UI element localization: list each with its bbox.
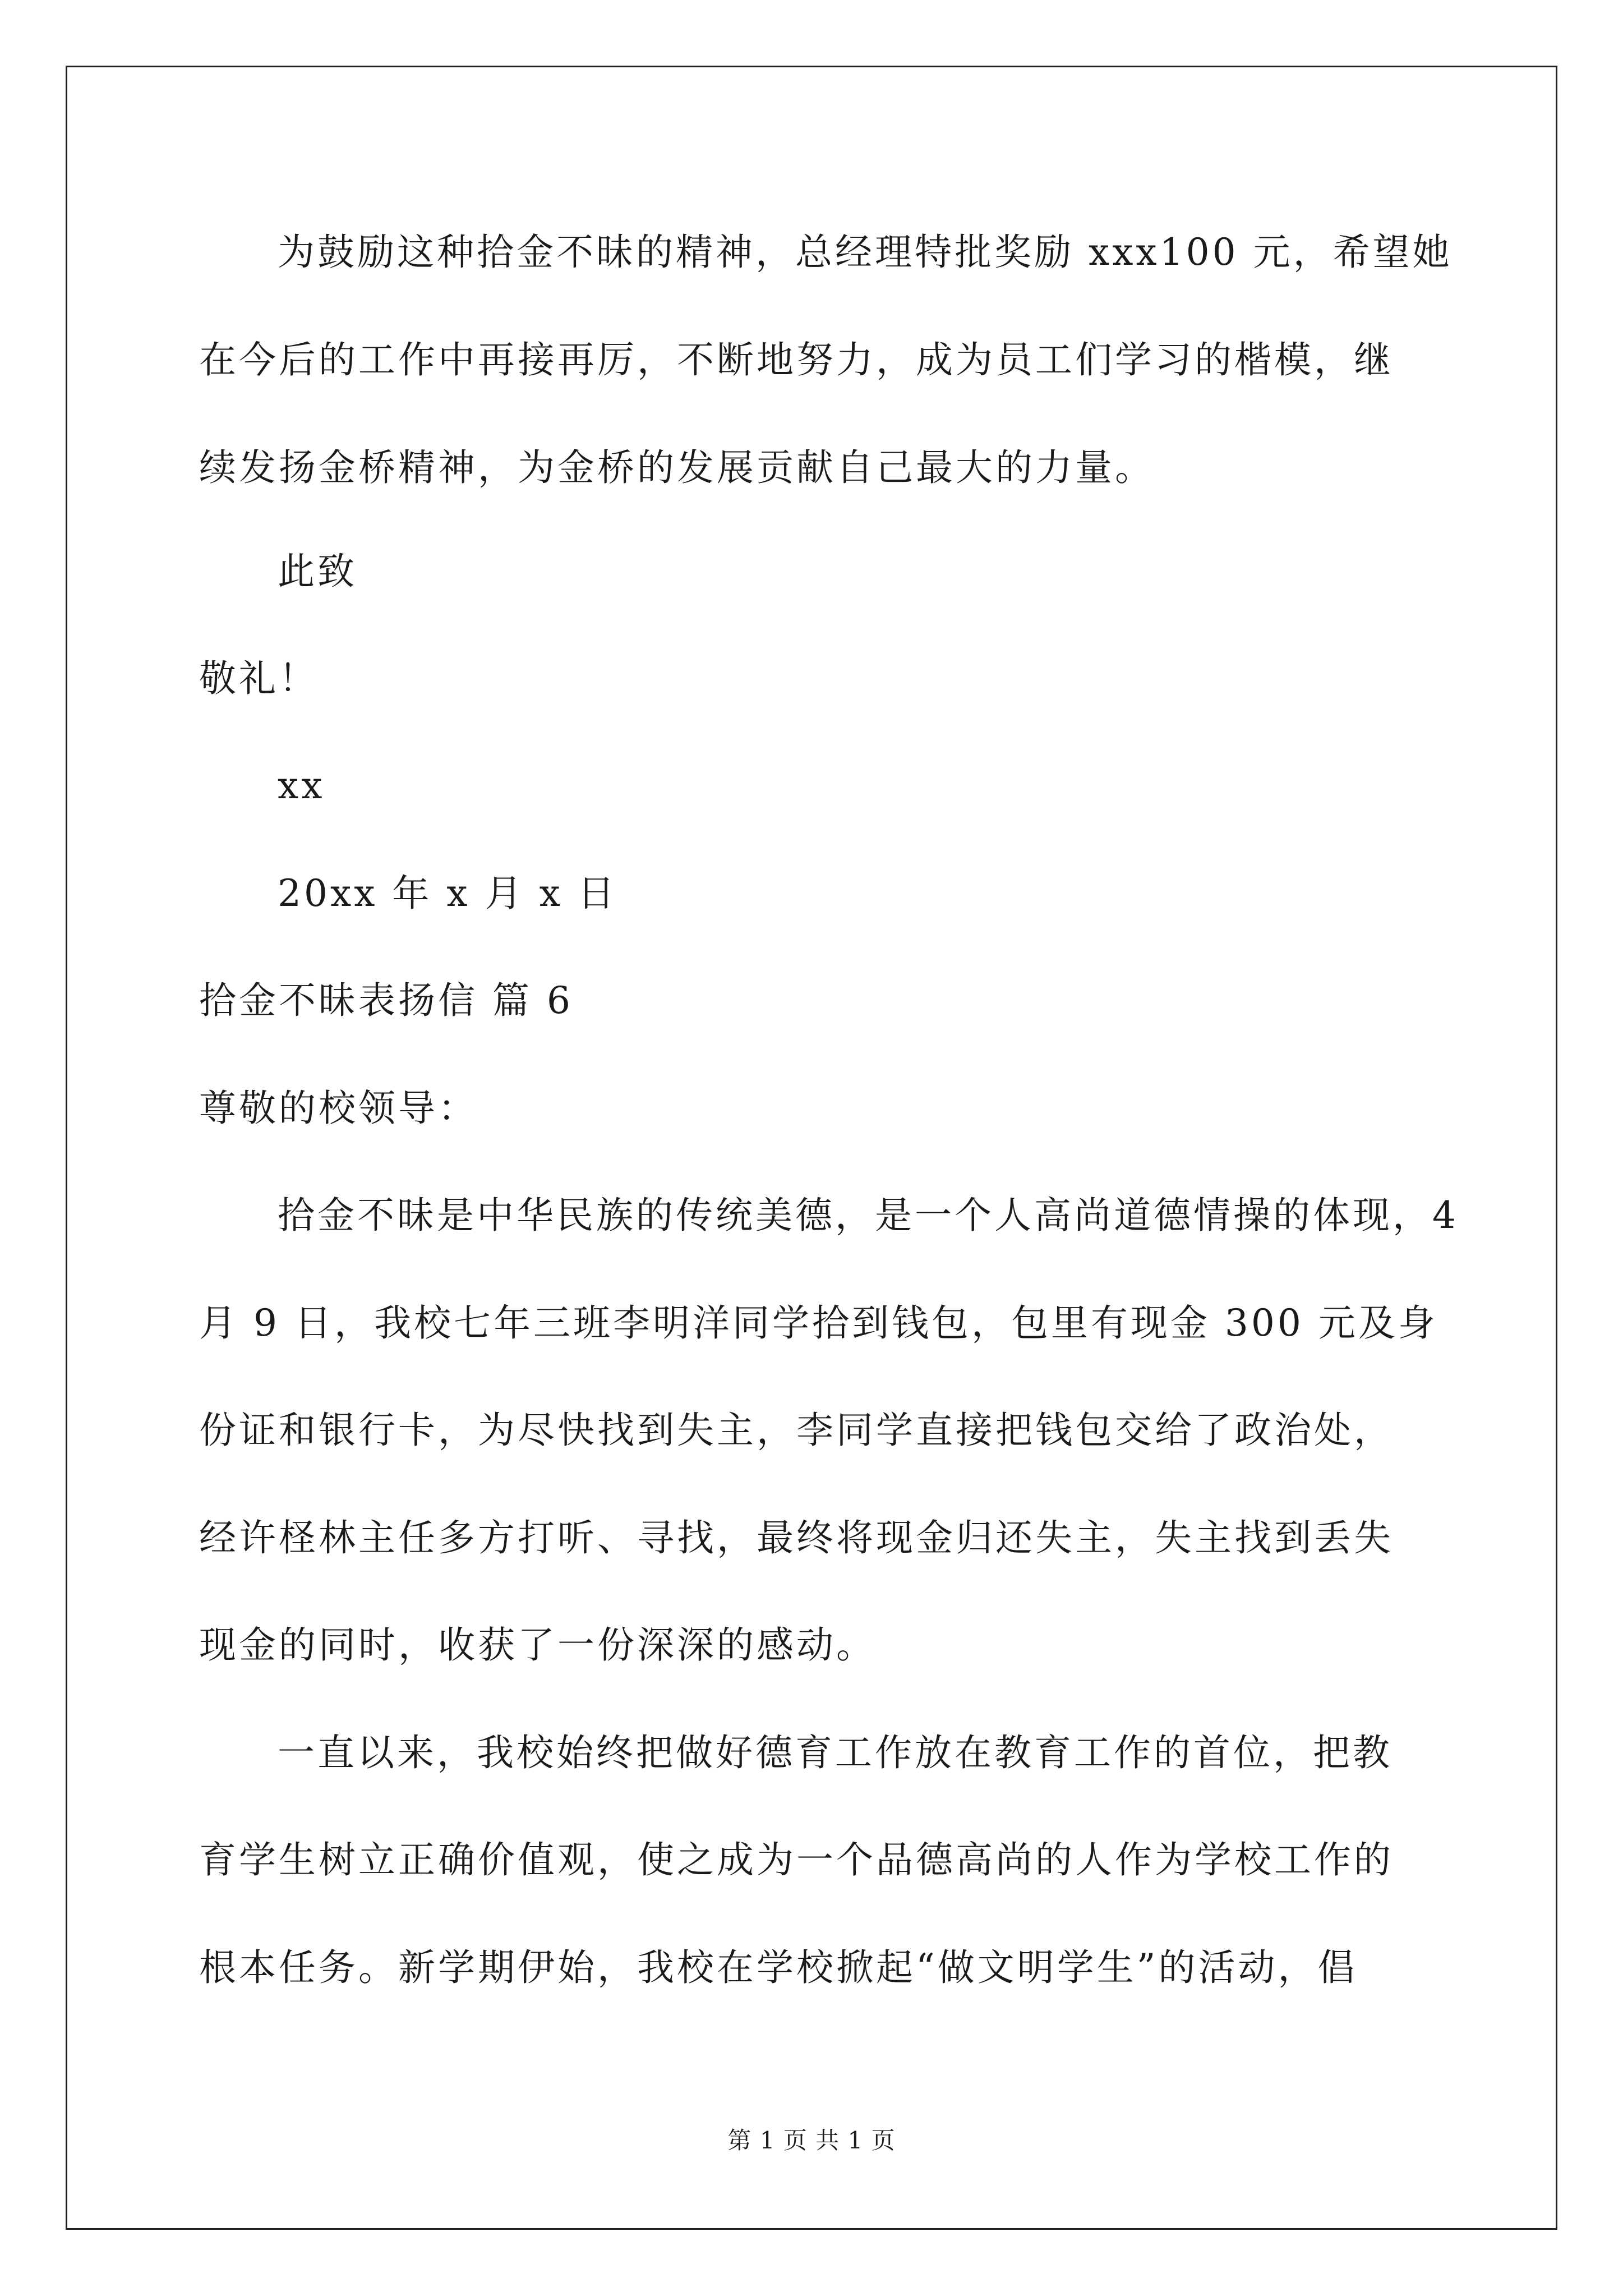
page-border: [66, 66, 1557, 2230]
signature-date: 20xx 年 x 月 x 日: [278, 872, 617, 915]
text-line: 一直以来，我校始终把做好德育工作放在教育工作的首位，把教: [278, 1731, 1393, 1774]
page-number-footer: 第 1 页 共 1 页: [727, 2127, 896, 2154]
text-line: 经许柽林主任多方打听、寻找，最终将现金归还失主，失主找到丢失: [199, 1516, 1394, 1559]
signature-name: xx: [278, 764, 325, 807]
text-line: 现金的同时，收获了一份深深的感动。: [199, 1623, 876, 1667]
letter-greeting: 尊敬的校领导：: [199, 1087, 478, 1130]
text-line: 月 9 日，我校七年三班李明洋同学拾到钱包，包里有现金 300 元及身: [199, 1301, 1438, 1345]
text-line: 在今后的工作中再接再厉，不断地努力，成为员工们学习的楷模，继: [199, 338, 1394, 381]
text-line: 育学生树立正确价值观，使之成为一个品德高尚的人作为学校工作的: [199, 1838, 1394, 1881]
closing-salutation: 此致: [278, 550, 357, 593]
text-line: 拾金不昧是中华民族的传统美德，是一个人高尚道德情操的体现，4: [278, 1194, 1459, 1237]
section-heading: 拾金不昧表扬信 篇 6: [199, 979, 573, 1022]
text-line: 根本任务。新学期伊始，我校在学校掀起“做文明学生”的活动，倡: [199, 1946, 1358, 1989]
text-line: 续发扬金桥精神，为金桥的发展贡献自己最大的力量。: [199, 446, 1155, 489]
closing-regards: 敬礼！: [199, 657, 319, 700]
text-line: 为鼓励这种拾金不昧的精神，总经理特批奖励 xxx100 元，希望她: [278, 231, 1453, 274]
text-line: 份证和银行卡，为尽快找到失主，李同学直接把钱包交给了政治处，: [199, 1409, 1394, 1452]
